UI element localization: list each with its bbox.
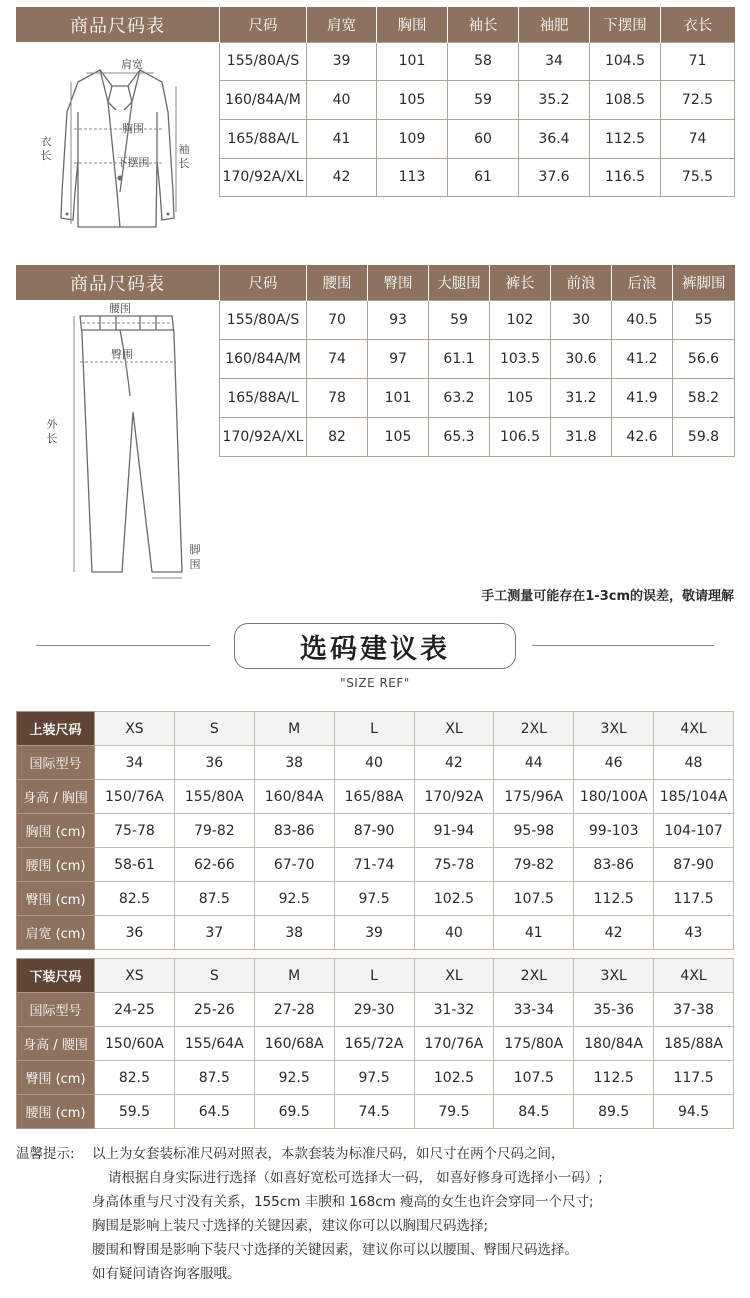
col-header: 裤脚围	[673, 265, 735, 300]
shoulder-label: 肩宽	[121, 58, 143, 71]
size-header: 3XL	[574, 959, 654, 993]
table-cell: 55	[673, 300, 735, 339]
pants-illustration	[16, 300, 219, 600]
table-cell: 38	[254, 746, 334, 780]
table-cell: 75.5	[661, 158, 735, 197]
sleeve-label-1: 袖	[178, 143, 190, 156]
table-cell: 58.2	[673, 378, 735, 417]
tips-label: 温馨提示:	[16, 1146, 75, 1162]
tip-line: 以上为女套装标准尺码对照表，本款套装为标准尺码，如尺寸在两个尺码之间，	[92, 1146, 565, 1162]
title-divider-left	[36, 645, 210, 646]
table-cell: 30	[551, 300, 612, 339]
table-cell: 97.5	[334, 882, 414, 916]
size-header: S	[174, 712, 254, 746]
table-cell: 87.5	[174, 882, 254, 916]
table-cell: 46	[574, 746, 654, 780]
col-header: 袖长	[448, 7, 519, 42]
table-cell: 31-32	[414, 993, 494, 1027]
table-cell: 75-78	[95, 814, 175, 848]
table-cell: 67-70	[254, 848, 334, 882]
table-cell: 71	[661, 42, 735, 81]
row-label: 臀围 (cm)	[17, 1061, 95, 1095]
tip-line: 胸围是影响上装尺寸选择的关键因素，建议你可以以胸围尺码选择;	[92, 1218, 489, 1234]
table-cell: 155/80A/S	[220, 42, 307, 81]
table-cell: 117.5	[654, 1061, 734, 1095]
table-cell: 37	[174, 916, 254, 950]
outseam-label-1: 外	[46, 418, 58, 431]
table-cell: 160/84A/M	[220, 81, 307, 120]
size-header: M	[254, 959, 334, 993]
size-header: 3XL	[574, 712, 654, 746]
table-row	[17, 993, 734, 1027]
table-cell: 64.5	[174, 1095, 254, 1129]
length-label-2: 长	[40, 149, 52, 162]
col-header: 下摆围	[590, 7, 661, 42]
table-cell: 39	[334, 916, 414, 950]
table-cell: 155/64A	[174, 1027, 254, 1061]
table-cell: 97	[368, 339, 429, 378]
table-cell: 72.5	[661, 81, 735, 120]
table-cell: 75-78	[414, 848, 494, 882]
table-cell: 92.5	[254, 882, 334, 916]
table-cell: 105	[377, 81, 448, 120]
table-cell: 42.6	[612, 417, 673, 456]
table-cell: 30.6	[551, 339, 612, 378]
table-cell: 61.1	[429, 339, 490, 378]
hip-label: 臀围	[111, 348, 133, 361]
table-cell: 165/88A/L	[220, 378, 307, 417]
table-cell: 79-82	[494, 848, 574, 882]
size-header: L	[334, 959, 414, 993]
row-label: 国际型号	[17, 993, 95, 1027]
pants-section-title: 商品尺码表	[16, 265, 219, 300]
table-cell: 33-34	[494, 993, 574, 1027]
table-row	[220, 300, 735, 339]
row-label: 胸围 (cm)	[17, 814, 95, 848]
sleeve-label-2: 长	[178, 157, 190, 170]
table-cell: 91-94	[414, 814, 494, 848]
table-row	[17, 780, 734, 814]
table-cell: 107.5	[494, 1061, 574, 1095]
table-cell: 61	[448, 158, 519, 197]
table-cell: 150/76A	[95, 780, 175, 814]
table-cell: 74	[661, 119, 735, 158]
size-header: S	[174, 959, 254, 993]
table-cell: 59	[448, 81, 519, 120]
row-label: 身高 / 胸围	[17, 780, 95, 814]
size-header: 2XL	[494, 712, 574, 746]
table-cell: 170/92A/XL	[220, 158, 307, 197]
table-row	[17, 1095, 734, 1129]
table-cell: 113	[377, 158, 448, 197]
table-cell: 41.9	[612, 378, 673, 417]
col-header: 肩宽	[307, 7, 377, 42]
table-cell: 41	[494, 916, 574, 950]
table-cell: 56.6	[673, 339, 735, 378]
size-ref-title: 选码建议表	[234, 623, 516, 669]
table-cell: 27-28	[254, 993, 334, 1027]
table-cell: 63.2	[429, 378, 490, 417]
table-cell: 37.6	[519, 158, 590, 197]
pants-size-section	[16, 265, 734, 571]
table-cell: 95-98	[494, 814, 574, 848]
size-header: L	[334, 712, 414, 746]
table-cell: 78	[307, 378, 368, 417]
table-cell: 25-26	[174, 993, 254, 1027]
col-header: 后浪	[612, 265, 673, 300]
jacket-size-section	[16, 7, 734, 197]
pants-header-row	[220, 265, 735, 300]
table-row	[17, 1027, 734, 1061]
table-row	[17, 746, 734, 780]
table-cell: 94.5	[654, 1095, 734, 1129]
legopening-label-2: 围	[189, 558, 201, 571]
table-cell: 42	[414, 746, 494, 780]
table-cell: 106.5	[490, 417, 551, 456]
row-label: 腰围 (cm)	[17, 1095, 95, 1129]
table-cell: 150/60A	[95, 1027, 175, 1061]
size-header: M	[254, 712, 334, 746]
table-cell: 69.5	[254, 1095, 334, 1129]
table-cell: 36	[95, 916, 175, 950]
table-cell: 41	[307, 119, 377, 158]
table-row	[220, 378, 735, 417]
jacket-header-row	[220, 7, 735, 42]
size-header: XL	[414, 712, 494, 746]
table-cell: 102.5	[414, 882, 494, 916]
size-ref-subtitle: "SIZE REF"	[340, 676, 410, 690]
table-cell: 84.5	[494, 1095, 574, 1129]
col-header: 尺码	[220, 7, 307, 42]
table-cell: 42	[574, 916, 654, 950]
table-cell: 175/96A	[494, 780, 574, 814]
table-row	[17, 1061, 734, 1095]
col-header: 袖肥	[519, 7, 590, 42]
corner-cell: 上装尺码	[17, 712, 95, 746]
table-cell: 185/88A	[654, 1027, 734, 1061]
table-cell: 48	[654, 746, 734, 780]
table-cell: 165/88A/L	[220, 119, 307, 158]
table-cell: 155/80A/S	[220, 300, 307, 339]
table-cell: 160/84A/M	[220, 339, 307, 378]
table-row	[17, 882, 734, 916]
table-cell: 104.5	[590, 42, 661, 81]
table-cell: 175/80A	[494, 1027, 574, 1061]
table-cell: 43	[654, 916, 734, 950]
table-cell: 107.5	[494, 882, 574, 916]
col-header: 尺码	[220, 265, 307, 300]
table-row	[220, 417, 735, 456]
table-cell: 116.5	[590, 158, 661, 197]
table-cell: 41.2	[612, 339, 673, 378]
top-size-table	[16, 711, 734, 950]
table-cell: 39	[307, 42, 377, 81]
table-cell: 62-66	[174, 848, 254, 882]
length-label-1: 衣	[40, 135, 52, 148]
hem-label: 下摆围	[116, 156, 150, 169]
table-cell: 109	[377, 119, 448, 158]
table-row	[17, 916, 734, 950]
table-cell: 112.5	[574, 882, 654, 916]
table-cell: 102	[490, 300, 551, 339]
table-cell: 37-38	[654, 993, 734, 1027]
row-label: 臀围 (cm)	[17, 882, 95, 916]
table-cell: 58-61	[95, 848, 175, 882]
table-cell: 79-82	[174, 814, 254, 848]
table-cell: 40	[307, 81, 377, 120]
table-cell: 92.5	[254, 1061, 334, 1095]
table-cell: 71-74	[334, 848, 414, 882]
table-cell: 79.5	[414, 1095, 494, 1129]
table-cell: 29-30	[334, 993, 414, 1027]
table-cell: 87-90	[654, 848, 734, 882]
table-cell: 89.5	[574, 1095, 654, 1129]
table-cell: 82.5	[95, 882, 175, 916]
table-row	[220, 81, 735, 120]
table-cell: 34	[519, 42, 590, 81]
col-header: 前浪	[551, 265, 612, 300]
jacket-illustration	[16, 42, 219, 232]
measurement-note: 手工测量可能存在1-3cm的误差，敬请理解	[481, 589, 734, 604]
table-cell: 87-90	[334, 814, 414, 848]
chest-label: 胸围	[122, 122, 144, 135]
col-header: 大腿围	[429, 265, 490, 300]
table-cell: 93	[368, 300, 429, 339]
table-cell: 59	[429, 300, 490, 339]
pants-spec-table	[219, 265, 735, 457]
tip-line: 请根据自身实际进行选择（如喜好宽松可选择大一码， 如喜好修身可选择小一码）;	[108, 1170, 603, 1186]
table-cell: 101	[377, 42, 448, 81]
table-cell: 83-86	[574, 848, 654, 882]
table-cell: 44	[494, 746, 574, 780]
tips-lines	[92, 1142, 732, 1286]
table-row	[220, 119, 735, 158]
table-cell: 31.8	[551, 417, 612, 456]
table-cell: 170/76A	[414, 1027, 494, 1061]
table-cell: 82	[307, 417, 368, 456]
table-header-row	[17, 712, 734, 746]
table-cell: 105	[368, 417, 429, 456]
table-cell: 83-86	[254, 814, 334, 848]
table-row	[220, 158, 735, 197]
table-cell: 82.5	[95, 1061, 175, 1095]
table-cell: 31.2	[551, 378, 612, 417]
table-cell: 101	[368, 378, 429, 417]
table-row	[220, 42, 735, 81]
table-row	[220, 339, 735, 378]
table-cell: 38	[254, 916, 334, 950]
table-cell: 117.5	[654, 882, 734, 916]
table-cell: 35-36	[574, 993, 654, 1027]
bottom-size-table	[16, 958, 734, 1129]
legopening-label-1: 脚	[189, 543, 201, 556]
table-cell: 40.5	[612, 300, 673, 339]
table-cell: 24-25	[95, 993, 175, 1027]
table-cell: 155/80A	[174, 780, 254, 814]
table-cell: 99-103	[574, 814, 654, 848]
jacket-section-title: 商品尺码表	[16, 7, 219, 42]
table-cell: 36.4	[519, 119, 590, 158]
table-cell: 74	[307, 339, 368, 378]
table-cell: 104-107	[654, 814, 734, 848]
table-cell: 160/68A	[254, 1027, 334, 1061]
table-cell: 65.3	[429, 417, 490, 456]
size-header: XS	[95, 959, 175, 993]
col-header: 衣长	[661, 7, 735, 42]
table-cell: 105	[490, 378, 551, 417]
title-divider-right	[532, 645, 714, 646]
table-cell: 59.8	[673, 417, 735, 456]
table-cell: 170/92A	[414, 780, 494, 814]
table-cell: 74.5	[334, 1095, 414, 1129]
tip-line: 身高体重与尺寸没有关系，155cm 丰腴和 168cm 瘦高的女生也许会穿同一个尺寸;	[92, 1194, 594, 1210]
table-cell: 42	[307, 158, 377, 197]
row-label: 国际型号	[17, 746, 95, 780]
outseam-label-2: 长	[46, 432, 58, 445]
table-cell: 97.5	[334, 1061, 414, 1095]
tip-line: 如有疑问请咨询客服哦。	[92, 1266, 241, 1282]
row-label: 腰围 (cm)	[17, 848, 95, 882]
table-cell: 40	[414, 916, 494, 950]
table-cell: 160/84A	[254, 780, 334, 814]
table-cell: 34	[95, 746, 175, 780]
table-cell: 165/88A	[334, 780, 414, 814]
table-cell: 112.5	[590, 119, 661, 158]
waist-label: 腰围	[109, 302, 131, 315]
table-cell: 40	[334, 746, 414, 780]
size-header: 2XL	[494, 959, 574, 993]
table-row	[17, 814, 734, 848]
tip-line: 腰围和臀围是影响下装尺寸选择的关键因素，建议你可以以腰围、臀围尺码选择。	[92, 1242, 578, 1258]
table-cell: 185/104A	[654, 780, 734, 814]
table-cell: 112.5	[574, 1061, 654, 1095]
size-header: 4XL	[654, 712, 734, 746]
col-header: 腰围	[307, 265, 368, 300]
table-cell: 35.2	[519, 81, 590, 120]
table-cell: 170/92A/XL	[220, 417, 307, 456]
table-cell: 70	[307, 300, 368, 339]
table-cell: 103.5	[490, 339, 551, 378]
table-cell: 102.5	[414, 1061, 494, 1095]
table-cell: 165/72A	[334, 1027, 414, 1061]
corner-cell: 下装尺码	[17, 959, 95, 993]
table-cell: 180/84A	[574, 1027, 654, 1061]
table-cell: 87.5	[174, 1061, 254, 1095]
table-cell: 36	[174, 746, 254, 780]
table-header-row	[17, 959, 734, 993]
size-header: XS	[95, 712, 175, 746]
size-header: XL	[414, 959, 494, 993]
col-header: 胸围	[377, 7, 448, 42]
table-row	[17, 848, 734, 882]
table-cell: 180/100A	[574, 780, 654, 814]
jacket-spec-table	[219, 7, 735, 197]
table-cell: 59.5	[95, 1095, 175, 1129]
row-label: 肩宽 (cm)	[17, 916, 95, 950]
table-cell: 60	[448, 119, 519, 158]
col-header: 裤长	[490, 265, 551, 300]
size-header: 4XL	[654, 959, 734, 993]
row-label: 身高 / 腰围	[17, 1027, 95, 1061]
table-cell: 58	[448, 42, 519, 81]
col-header: 臀围	[368, 265, 429, 300]
table-cell: 108.5	[590, 81, 661, 120]
